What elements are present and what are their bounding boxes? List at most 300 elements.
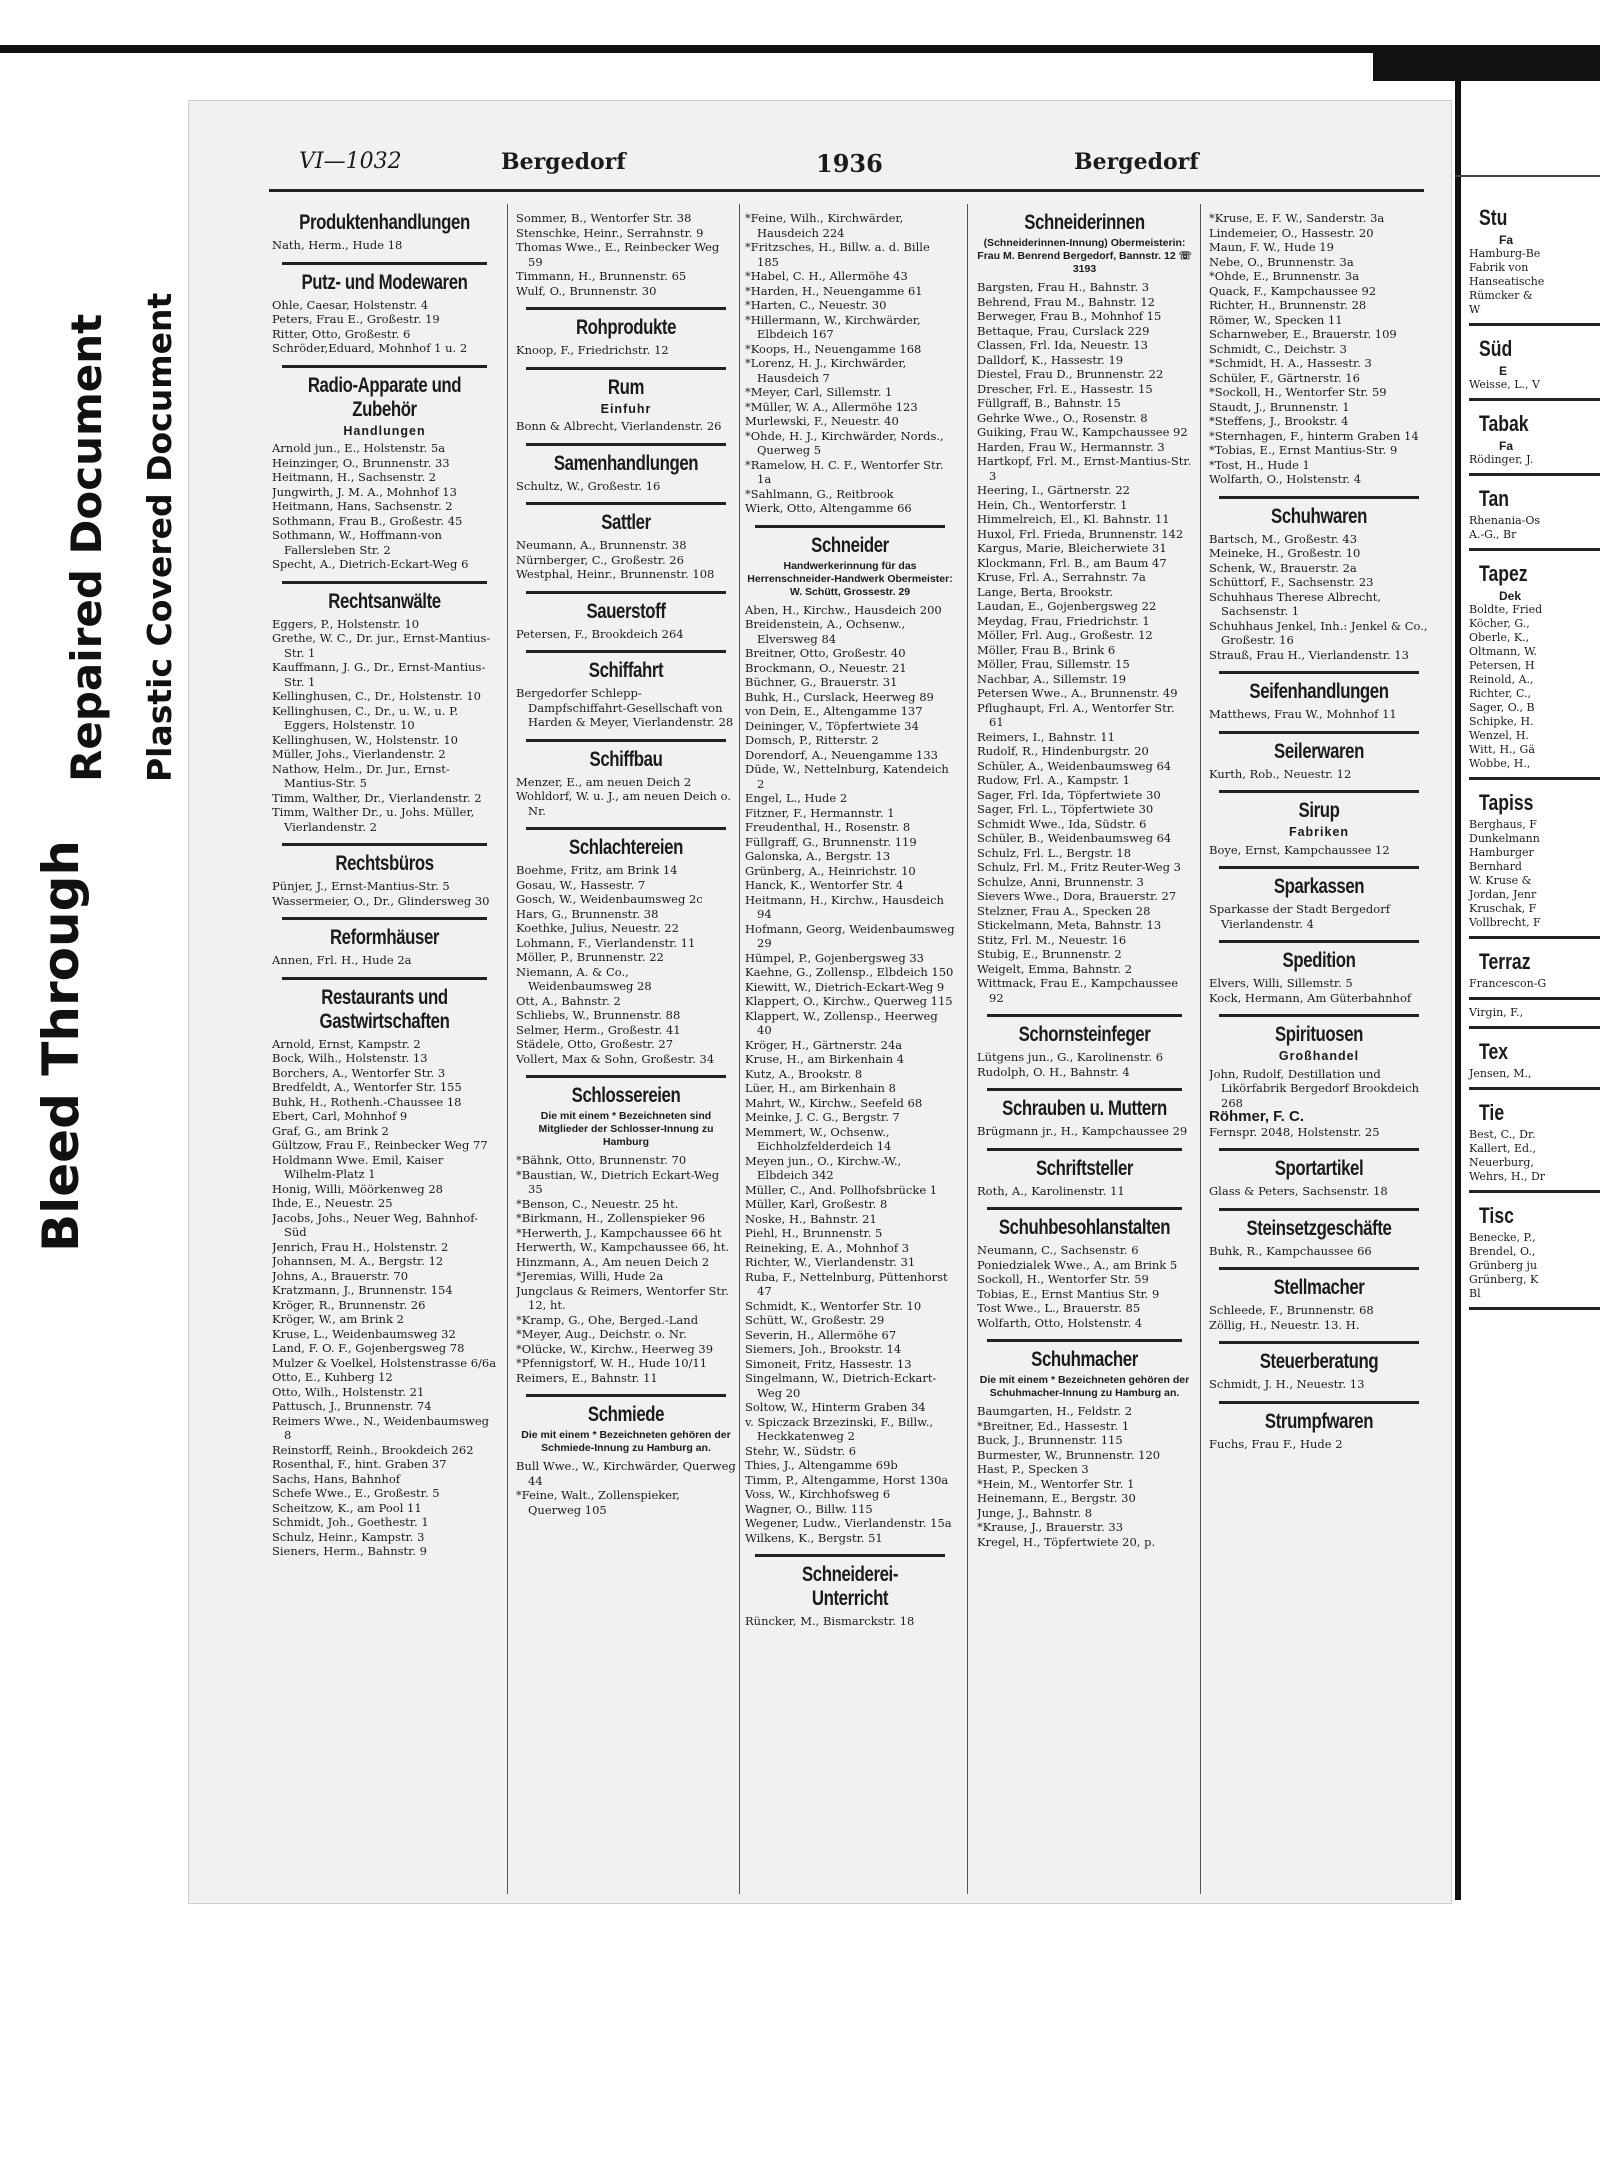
section-heading: Schuhmacher [1031,1348,1138,1371]
list-item: Bergedorfer Schlepp-Dampfschiffahrt-Gesellschaft von Harden & Meyer, Vierlandenstr. 28 [516,686,734,729]
list-item: Kellinghusen, C., Dr., u. W., u. P. Eggers, Holstenstr. 10 [272,703,459,732]
list-item: Rosenthal, F., hint. Graben 37 [272,1457,447,1471]
entry-list [272,879,497,908]
list-item: Galonska, A., Bergstr. 13 [745,849,891,863]
section-rule [526,591,726,594]
list-item: Niemann, A. & Co., Weidenbaumsweg 28 [516,964,652,993]
section-rule [1219,790,1419,793]
list-item: Schüler, A., Weidenbaumsweg 64 [977,758,1172,773]
list-item: Pünjer, J., Ernst-Mantius-Str. 5 [272,879,450,893]
adjacent-section-subheading: Fa [1499,233,1514,247]
directory-section [977,1339,1192,1549]
entry-list [516,863,736,1066]
list-item: *Kramp, G., Ohe, Berged.-Land [516,1312,699,1327]
list-item: Johns, A., Brauerstr. 70 [272,1268,409,1283]
entry-list [1209,707,1429,722]
list-item: Wohldorf, W. u. J., am neuen Deich o. Nr. [516,789,731,818]
directory-section [1209,496,1429,663]
column-divider [739,204,740,1894]
list-item: Hanseatische [1469,275,1545,288]
adjacent-section-subheading: Fa [1499,439,1514,453]
list-item: *Habel, C. H., Allermöhe 43 [745,269,908,283]
list-item: Westphal, Heinr., Brunnenstr. 108 [516,567,715,581]
list-item: Dalldorf, K., Hassestr. 19 [977,352,1124,367]
list-item: Pflughaupt, Frl. A., Wentorfer Str. 61 [977,700,1175,729]
list-item: Menzer, E., am neuen Deich 2 [516,774,692,789]
adjacent-section-heading: Tan [1479,486,1509,511]
section-subheading: Fabriken [1288,825,1350,839]
list-item: Bettaque, Frau, Curslack 229 [977,323,1150,338]
list-item: Eggers, P., Holstenstr. 10 [272,616,420,631]
list-item: Brügmann jr., H., Kampchaussee 29 [977,1124,1188,1138]
header-town-right: Bergedorf [1074,149,1199,175]
list-item: *Hein, M., Wentorfer Str. 1 [977,1476,1135,1491]
list-item: Sachs, Hans, Bahnhof [272,1471,401,1486]
list-item: Hanck, K., Wentorfer Str. 4 [745,878,904,892]
directory-section [272,262,497,356]
entry-list [516,538,736,582]
list-item: Kruse, Frl. A., Serrahnstr. 7a [977,570,1146,584]
entry-list [1209,843,1429,858]
list-item: Otto, Wilh., Holstenstr. 21 [272,1384,425,1399]
list-item: Römer, W., Specken 11 [1209,312,1343,327]
list-item: Laudan, E., Gojenbergsweg 22 [977,599,1157,613]
section-rule [282,581,487,584]
list-item: Otto, E., Kuhberg 12 [272,1370,393,1384]
section-rule [987,1339,1182,1342]
list-item: Neumann, C., Sachsenstr. 6 [977,1243,1139,1257]
list-item: Kutz, A., Brookstr. 8 [745,1066,863,1081]
list-item: *Tobias, E., Ernst Mantius-Str. 9 [1209,443,1398,457]
list-item: Bull Wwe., W., Kirchwärder, Querweg 44 [516,1459,736,1488]
section-rule [1219,671,1419,674]
section-heading: Schrauben u. Muttern [1002,1097,1167,1120]
list-item: Buhk, H., Rothenh.-Chaussee 18 [272,1094,462,1109]
list-item: Himmelreich, El., Kl. Bahnstr. 11 [977,512,1170,526]
column-1 [272,204,497,1894]
section-heading: Sauerstoff [586,599,666,623]
list-item: Elvers, Willi, Sillemstr. 5 [1209,976,1353,990]
list-item: Ott, A., Bahnstr. 2 [516,993,621,1008]
list-item: Buhk, H., Curslack, Heerweg 89 [745,689,934,704]
list-item: Ebert, Carl, Mohnhof 9 [272,1109,408,1123]
list-item: Behrend, Frau M., Bahnstr. 12 [977,294,1156,309]
list-item: *Ohde, H. J., Kirchwärder, Nords., Querweg 5 [745,428,944,457]
entry-list [272,238,497,253]
section-heading: Schuhbesohlanstalten [998,1216,1171,1239]
list-item: Pattusch, J., Brunnenstr. 74 [272,1399,432,1413]
entry-list [516,1153,736,1385]
section-heading: Rechtsbüros [335,852,434,875]
adjacent-section-heading: Stu [1479,205,1508,230]
list-item: Drescher, Frl. E., Hassestr. 15 [977,381,1153,396]
entry-list [516,343,736,358]
list-item: Schulz, Frl. M., Fritz Reuter-Weg 3 [977,860,1181,874]
list-item: Städele, Otto, Großestr. 27 [516,1037,674,1051]
section-heading: Spedition [1282,949,1356,972]
directory-section [977,211,1192,1005]
directory-section [516,307,736,358]
section-subheading: Großhandel [1278,1049,1360,1063]
list-item: Hamburger [1469,846,1534,859]
list-item: *Sahlmann, G., Reitbrook [745,486,894,501]
section-heading: Rohprodukte [575,316,677,339]
list-item: Lange, Berta, Brookstr. [977,584,1114,599]
list-item: Kruse, L., Weidenbaumsweg 32 [272,1326,456,1341]
list-item: von Dein, E., Altengamme 137 [745,704,923,718]
list-item: *Benson, C., Neuestr. 25 ht. [516,1196,679,1211]
list-item: Kruschak, F [1469,902,1537,915]
list-item: Breitner, Otto, Großestr. 40 [745,646,906,660]
entry-list [272,298,497,356]
list-item: Rödinger, J. [1469,453,1534,466]
list-item: Bl [1469,1287,1481,1300]
directory-section [1209,1014,1429,1139]
list-item: Rudolf, R., Hindenburgstr. 20 [977,744,1149,758]
section-heading: Steuerberatung [1259,1350,1379,1373]
section-heading: Sportartikel [1274,1157,1364,1180]
section-heading: Schornsteinfeger [1018,1023,1151,1046]
list-item: *Müller, W. A., Allermöhe 123 [745,399,918,414]
list-item: Kröger, H., Gärtnerstr. 24a [745,1037,903,1052]
label-bleed-through: Bleed Through [32,840,90,1252]
list-item: Lüer, H., am Birkenhain 8 [745,1081,896,1095]
section-rule [1219,940,1419,943]
section-heading: Stellmacher [1273,1276,1365,1299]
section-rule [1219,1341,1419,1344]
list-item: Wierk, Otto, Altengamme 66 [745,501,912,515]
list-item: Wassermeier, O., Dr., Glindersweg 30 [272,893,490,908]
section-note: Die mit einem * Bezeichneten gehören der Schmiede-Innung zu Hamburg an. [521,1429,731,1454]
list-item: Bartsch, M., Großestr. 43 [1209,531,1358,546]
list-item: Weigelt, Emma, Bahnstr. 2 [977,961,1133,976]
list-item: Kellinghusen, W., Holstenstr. 10 [272,732,458,747]
header-town-left: Bergedorf [501,149,626,175]
list-item: Schmidt, C., Deichstr. 3 [1209,341,1347,356]
list-item: Kauffmann, J. G., Dr., Ernst-Mantius-Str. 1 [272,660,486,689]
list-item: *Herwerth, J., Kampchaussee 66 ht [516,1225,722,1240]
list-item: Schmidt, Joh., Goethestr. 1 [272,1515,429,1529]
section-heading: Samenhandlungen [553,451,699,475]
list-item: Domsch, P., Ritterstr. 2 [745,733,879,747]
list-item: Wolfarth, O., Holstenstr. 4 [1209,472,1362,486]
list-item: Neumann, A., Brunnenstr. 38 [516,538,687,552]
list-item: Ohle, Caesar, Holstenstr. 4 [272,297,429,312]
section-rule [1469,1190,1600,1193]
list-item: Kiewitt, W., Dietrich-Eckart-Weg 9 [745,979,945,994]
list-item: Soltow, W., Hinterm Graben 34 [745,1400,926,1414]
list-item: Thies, J., Altengamme 69b [745,1458,898,1472]
list-item: Sager, Frl. Ida, Töpfertwiete 30 [977,787,1161,802]
directory-section [1209,1148,1429,1199]
entry-list [272,953,497,968]
directory-section [272,977,497,1559]
list-item: Classen, Frl. Ida, Neuestr. 13 [977,338,1148,352]
directory-section [977,1207,1192,1330]
list-item: Singelmann, W., Dietrich-Eckart-Weg 20 [745,1371,937,1400]
list-item: Wegener, Ludw., Vierlandenstr. 15a [745,1516,952,1530]
section-heading: Schneiderinnen [1024,211,1145,234]
list-item: Witt, H., Gä [1469,743,1535,756]
list-item: Schuhhaus Jenkel, Inh.: Jenkel & Co., Großestr. 16 [1209,618,1428,647]
list-item: *Jeremias, Willi, Hude 2a [516,1269,664,1283]
directory-section [516,443,736,494]
list-item: Timm, Walther, Dr., Vierlandenstr. 2 [272,790,482,805]
adjacent-section-heading: Tapiss [1479,790,1534,815]
entry-list [1209,1303,1429,1332]
list-item: Mulzer & Voelkel, Holstenstrasse 6/6a [272,1355,497,1370]
list-item: Bredfeldt, A., Wentorfer Str. 155 [272,1080,462,1094]
list-item: Sieners, Herm., Bahnstr. 9 [272,1544,427,1558]
list-item: *Fritzsches, H., Billw. a. d. Bille 185 [745,240,930,269]
list-item: Vollert, Max & Sohn, Großestr. 34 [516,1051,715,1066]
section-rule [1469,997,1600,1000]
list-item: Köcher, G., [1469,617,1530,630]
list-item: Schmidt, J. H., Neuestr. 13 [1209,1377,1365,1391]
list-item: Kröger, R., Brunnenstr. 26 [272,1297,426,1312]
entry-list [745,1614,955,1629]
entry-list [516,1459,736,1517]
list-item: Specht, A., Dietrich-Eckart-Weg 6 [272,557,469,571]
list-item: *Sternhagen, F., hinterm Graben 14 [1209,428,1419,443]
list-item: Harden, Frau W., Hermannstr. 3 [977,439,1165,454]
list-item: Land, F. O. F., Gojenbergsweg 78 [272,1341,465,1355]
section-heading: Reformhäuser [329,926,440,949]
section-heading: Schlachtereien [569,836,683,859]
list-item: W. Kruse & [1469,874,1532,887]
entry-list [1209,211,1429,487]
list-item: Kargus, Marie, Bleicherwiete 31 [977,541,1167,555]
section-rule [1219,1148,1419,1151]
list-item: Schulze, Anni, Brunnenstr. 3 [977,874,1144,889]
list-item: Reinold, A., [1469,673,1534,686]
list-item: Schleede, F., Brunnenstr. 68 [1209,1303,1374,1317]
list-item: *Pfennigstorf, W. H., Hude 10/11 [516,1356,708,1370]
list-item: Heitmann, Hans, Sachsenstr. 2 [272,499,453,513]
list-item: Jungwirth, J. M. A., Mohnhof 13 [272,484,457,499]
list-item: Selmer, Herm., Großestr. 41 [516,1022,681,1037]
list-item: Hars, G., Brunnenstr. 38 [516,906,659,921]
list-item: Hamburg-Be [1469,247,1541,260]
directory-section [977,1014,1192,1079]
list-item: *Harden, H., Neuengamme 61 [745,283,923,298]
list-item: Bock, Wilh., Holstenstr. 13 [272,1051,428,1065]
section-heading: Schriftsteller [1035,1156,1134,1180]
list-item: Timmann, H., Brunnenstr. 65 [516,269,687,283]
section-rule [282,843,487,846]
list-item: Heering, I., Gärtnerstr. 22 [977,483,1130,497]
entry-list [1209,767,1429,782]
list-item: *Sockoll, H., Wentorfer Str. 59 [1209,385,1387,399]
list-item: John, Rudolf, Destillation und Likörfabrik Bergedorf Brookdeich 268 [1209,1066,1420,1110]
section-heading: Radio-Apparate und Zubehör [307,373,462,421]
list-item: Graf, G., am Brink 2 [272,1123,389,1138]
list-item: Zöllig, H., Neuestr. 13. H. [1209,1317,1360,1332]
list-item: Boldte, Fried [1469,603,1543,616]
section-note: Die mit einem * Bezeichneten gehören der Schuhmacher-Innung zu Hamburg an. [979,1374,1190,1399]
list-item: *Ohde, E., Brunnenstr. 3a [1209,269,1360,283]
section-rule [526,502,726,505]
list-item: Herwerth, W., Kampchaussee 66, ht. [516,1240,730,1254]
entry-list [1209,1067,1429,1111]
list-item: Müller, Johs., Vierlandenstr. 2 [272,747,446,761]
scan-edge-top [0,45,1400,53]
list-item: Maun, F. W., Hude 19 [1209,240,1334,254]
list-item: Müller, Karl, Großestr. 8 [745,1197,888,1211]
list-item: Sommer, B., Wentorfer Str. 38 [516,211,692,225]
section-rule [1469,777,1600,780]
section-heading: Rechtsanwälte [328,589,441,613]
directory-page [188,100,1452,1904]
directory-section [1209,940,1429,1005]
list-item: Grünberg, A., Heinrichstr. 10 [745,863,916,878]
list-item: Scharnweber, E., Brauerstr. 109 [1209,327,1397,341]
list-item: Petersen, F., Brookdeich 264 [516,626,684,641]
directory-section [516,650,736,730]
list-item: Hofmann, Georg, Weidenbaumsweg 29 [745,921,955,950]
list-item: Kaehne, G., Zollensp., Elbdeich 150 [745,965,954,979]
adjacent-section-heading: Tie [1479,1100,1505,1125]
list-item: Schüttorf, F., Sachsenstr. 23 [1209,575,1374,589]
section-heading: Schmiede [587,1403,665,1426]
entry-list [977,1404,1192,1549]
adjacent-section-heading: Süd [1479,336,1513,361]
list-item: Dorendorf, A., Neuengamme 133 [745,747,938,762]
directory-section [516,211,736,298]
list-item: Matthews, Frau W., Mohnhof 11 [1209,707,1397,721]
section-rule [282,262,487,265]
list-item: *Birkmann, H., Zollenspieker 96 [516,1211,706,1225]
list-item: Oberle, K., [1469,631,1530,644]
list-item: Ritter, Otto, Großestr. 6 [272,326,411,341]
entry-list [977,1243,1192,1330]
list-item: Jordan, Jenr [1469,888,1537,901]
list-item: W [1469,303,1481,316]
list-item: Lohmann, F., Vierlandenstr. 11 [516,935,696,950]
list-item: Nathow, Helm., Dr. Jur., Ernst-Mantius-Str. 5 [272,761,450,790]
list-item: Schüler, F., Gärtnerstr. 16 [1209,370,1360,385]
list-item: Kröger, W., am Brink 2 [272,1312,404,1326]
list-item: Virgin, F., [1469,1006,1524,1019]
section-rule [1219,1401,1419,1404]
section-rule [987,1207,1182,1210]
list-item: Stelzner, Frau A., Specken 28 [977,903,1151,918]
list-item: *Feine, Wilh., Kirchwärder, Hausdeich 224 [745,211,904,240]
list-item: *Breitner, Ed., Hassestr. 1 [977,1418,1130,1433]
list-item: Dunkelmann [1469,832,1540,845]
list-item: Mahrt, W., Kirchw., Seefeld 68 [745,1095,923,1110]
list-item: Gehrke Wwe., O., Rosenstr. 8 [977,410,1148,425]
list-item: Rüncker, M., Bismarckstr. 18 [745,1614,915,1628]
entry-list [977,1184,1192,1199]
list-item: Neuerburg, [1469,1156,1534,1169]
label-repaired-document: Repaired Document [62,313,111,782]
list-item: Meineke, H., Großestr. 10 [1209,546,1361,560]
list-item: Quack, F., Kampchaussee 92 [1209,283,1377,298]
list-item: Wehrs, H., Dr [1469,1170,1546,1183]
list-item: Stubig, E., Brunnenstr. 2 [977,947,1122,961]
list-item: Boehme, Fritz, am Brink 14 [516,863,678,877]
section-rule [526,367,726,370]
list-item: Füllgraff, G., Brunnenstr. 119 [745,834,917,849]
list-item: Kratzmann, J., Brunnenstr. 154 [272,1283,453,1297]
list-item: Voss, W., Kirchhofsweg 6 [745,1487,891,1501]
list-item: Meydag, Frau, Friedrichstr. 1 [977,613,1150,628]
section-rule [755,525,945,528]
list-item: Siemers, Joh., Brookstr. 14 [745,1342,902,1356]
list-item: Füllgraff, B., Bahnstr. 15 [977,396,1121,410]
list-item: *Meyer, Carl, Sillemstr. 1 [745,385,893,399]
list-item: Annen, Frl. H., Hude 2a [272,953,412,967]
directory-section [1209,1267,1429,1332]
list-item: Buhk, R., Kampchaussee 66 [1209,1243,1372,1258]
section-heading: Schuhwaren [1271,504,1367,528]
list-item: Richter, C., [1469,687,1532,700]
section-rule [282,977,487,980]
list-item: Rudow, Frl. A., Kampstr. 1 [977,773,1130,787]
list-item: Schipke, H. [1469,715,1534,728]
section-rule [1469,323,1600,326]
list-item: Gültzow, Frau F., Reinbecker Weg 77 [272,1138,488,1152]
directory-section [745,525,955,1546]
list-item: Fabrik von [1469,261,1529,274]
entry-list [516,686,736,730]
list-item: Schütt, W., Großestr. 29 [745,1313,885,1327]
list-item: Sothmann, Frau B., Großestr. 45 [272,513,463,528]
list-item: Bargsten, Frau H., Bahnstr. 3 [977,280,1150,294]
list-item: Schefe Wwe., E., Großestr. 5 [272,1486,440,1500]
directory-section [1209,731,1429,782]
directory-section [516,1075,736,1385]
label-plastic-covered-document: Plastic Covered Document [140,292,179,782]
section-note: Handwerkerinnung für das Herrenschneider-Handwerk Obermeister: W. Schütt, Grossestr. 29 [747,559,953,598]
list-item: Vollbrecht, F [1469,916,1541,929]
section-rule [526,650,726,653]
page-header [189,149,1429,189]
section-rule [1469,1087,1600,1090]
directory-section [977,1088,1192,1139]
section-rule [526,739,726,742]
adjacent-section-heading: Tisc [1479,1203,1514,1228]
section-heading: Sirup [1298,799,1340,822]
section-heading: Sattler [601,511,651,534]
list-item: Jacobs, Johs., Neuer Weg, Bahnhof-Süd [272,1210,478,1239]
column-3 [745,204,955,1894]
list-item: Weisse, L., V [1469,378,1540,391]
section-heading: Seifenhandlungen [1249,680,1389,703]
entry-list [516,419,736,434]
list-item: Hast, P., Specken 3 [977,1462,1089,1476]
section-note: (Schneiderinnen-Innung) Obermeisterin: Frau M. Benrend Bergedorf, Bannstr. 12 ☏ 3193 [977,237,1192,275]
list-item: Murlewski, F., Neuestr. 40 [745,414,899,428]
list-item: Heitmann, H., Kirchw., Hausdeich 94 [745,892,944,921]
directory-section [745,211,955,516]
list-item: Klappert, W., Zollensp., Heerweg 40 [745,1008,938,1037]
list-item: Staudt, J., Brunnenstr. 1 [1209,399,1350,414]
directory-section [1209,1208,1429,1259]
directory-section [516,591,736,642]
featured-entry-line: Fernspr. 2048, Holstenstr. 25 [1209,1124,1380,1139]
list-item: Nürnberger, C., Großestr. 26 [516,552,684,567]
list-item: Timm, P., Altengamme, Horst 130a [745,1472,949,1487]
entry-list [272,441,497,572]
directory-section [272,917,497,968]
list-item: Peters, Frau E., Großestr. 19 [272,312,440,326]
entry-list [272,617,497,835]
directory-section [272,211,497,253]
list-item: Oltmann, W. [1469,645,1537,658]
list-item: Rhenania-Os [1469,514,1541,527]
